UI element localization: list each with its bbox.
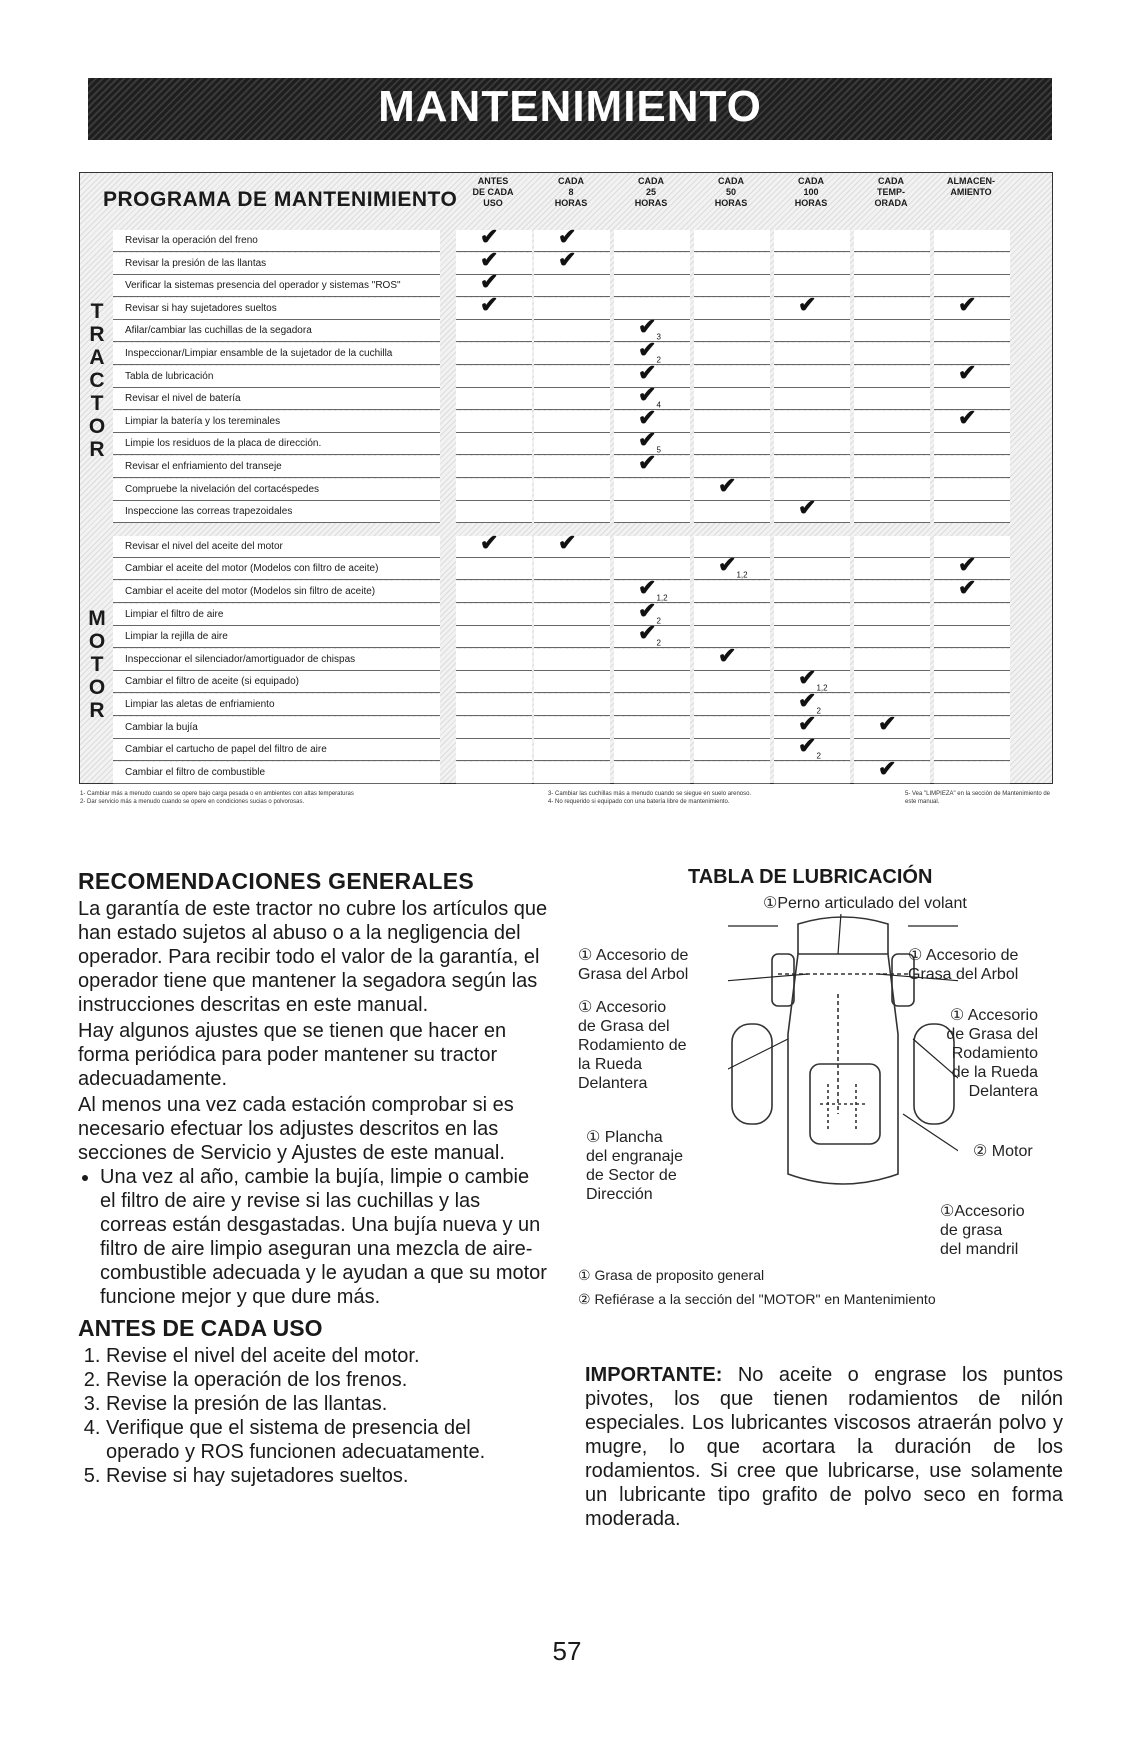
- check-note: 2: [656, 638, 661, 648]
- schedule-row: [113, 291, 1013, 320]
- schedule-cell: [456, 739, 532, 761]
- label-mandril: ①Accesorio de grasa del mandril: [940, 1203, 1025, 1258]
- general-heading: RECOMENDACIONES GENERALES: [78, 868, 474, 894]
- schedule-cell: [534, 762, 610, 784]
- check-note: 2: [816, 706, 821, 716]
- check-mark: $✔_{1,2}$: [638, 575, 668, 603]
- schedule-cell: [774, 536, 850, 558]
- schedule-cell: [534, 320, 610, 342]
- schedule-cell: [774, 762, 850, 784]
- label-rueda-right: ① Accesorio de Grasa del Rodamiento de la Rueda Delantera: [946, 1007, 1038, 1100]
- general-bullets: [78, 1165, 548, 1309]
- check-mark: ✔: [958, 291, 977, 317]
- leader-line: [728, 974, 808, 984]
- check-mark: ✔: [718, 642, 737, 668]
- schedule-cell: [534, 366, 610, 388]
- schedule-footnote: 5- Vea "LIMPIEZA" en la sección de Mantenimiento de este manual.: [905, 791, 1051, 805]
- schedule-cell: [456, 343, 532, 365]
- important-label: IMPORTANTE:: [585, 1364, 723, 1386]
- schedule-cell: [614, 253, 690, 275]
- schedule-cell: [774, 291, 850, 320]
- schedule-cell: [694, 411, 770, 433]
- legend-item: ② Refiérase a la sección del "MOTOR" en Mantenimiento: [578, 1291, 936, 1307]
- schedule-cell: [614, 694, 690, 716]
- schedule-cell: [694, 552, 770, 580]
- check-note: 1,2: [736, 570, 748, 580]
- group-vertical-label: [87, 607, 107, 722]
- schedule-row: [113, 710, 1013, 739]
- check-mark: ✔: [958, 404, 977, 430]
- schedule-cell: [774, 411, 850, 433]
- group-letter: O: [88, 415, 106, 439]
- schedule-cell: [534, 649, 610, 671]
- schedule-cell: [614, 739, 690, 761]
- schedule-cell: [614, 230, 690, 252]
- schedule-cell: [774, 320, 850, 342]
- schedule-cell: [854, 671, 930, 693]
- task-label: Cambiar el filtro de aceite (si equipado): [113, 671, 440, 693]
- check-mark: ✔: [958, 359, 977, 385]
- check-mark: $✔_2$: [638, 620, 661, 648]
- schedule-cell: [934, 404, 1010, 433]
- leader-line: [838, 914, 843, 954]
- schedule-cell: [774, 366, 850, 388]
- schedule-cell: [534, 694, 610, 716]
- schedule-cell: [534, 479, 610, 501]
- schedule-cell: [614, 649, 690, 671]
- label-arbol-left: ① Accesorio de Grasa del Arbol: [578, 947, 689, 983]
- check-mark: $✔_2$: [638, 337, 661, 365]
- schedule-cell: [534, 626, 610, 648]
- column-header: CADA TEMP- ORADA: [874, 176, 908, 208]
- group-letter: R: [89, 438, 105, 462]
- check-mark: $✔_{1,2}$: [718, 552, 748, 580]
- schedule-footnote: 1- Cambiar más a menudo cuando se opere bajo carga pesada o en ambientes con altas temperaturas 2- Dar servicio más a menudo cuando se opere en condiciones sucias o polvorosas.: [80, 791, 354, 805]
- schedule-cell: [854, 366, 930, 388]
- schedule-row: [113, 269, 1013, 297]
- schedule-cell: [456, 456, 532, 478]
- schedule-cell: [934, 291, 1010, 320]
- task-label: Revisar la operación del freno: [113, 230, 440, 252]
- schedule-cell: [774, 343, 850, 365]
- general-paragraph: La garantía de este tractor no cubre los artículos que han estado sujetos al abuso o a la negligencia del operador. Para recibir todo el valor de la garantía, el operador tiene que mantener la segadora según las instrucciones descritas en este manual.: [78, 898, 548, 1016]
- check-mark: $✔_5$: [638, 427, 661, 455]
- task-label: Cambiar el aceite del motor (Modelos sin filtro de aceite): [113, 581, 440, 603]
- schedule-cell: [934, 694, 1010, 716]
- check-mark: ✔: [480, 291, 499, 317]
- schedule-cell: [934, 762, 1010, 784]
- group-letter: R: [89, 698, 105, 722]
- schedule-cell: [456, 694, 532, 716]
- left-axle-fitting: [772, 954, 794, 1006]
- title-banner: [88, 78, 1052, 140]
- schedule-row: [113, 359, 1013, 388]
- schedule-cell: [694, 230, 770, 252]
- group-letter: T: [90, 652, 104, 676]
- schedule-cell: [534, 604, 610, 626]
- schedule-cell: [854, 626, 930, 648]
- schedule-cell: [934, 359, 1010, 388]
- schedule-cell: [534, 501, 610, 523]
- schedule-cell: [534, 433, 610, 455]
- schedule-row: [113, 495, 1013, 523]
- schedule-cell: [854, 275, 930, 297]
- label-arbol-right: ① Accesorio de Grasa del Arbol: [908, 947, 1019, 983]
- schedule-cell: [854, 343, 930, 365]
- schedule-cell: [694, 581, 770, 603]
- schedule-cell: [534, 298, 610, 320]
- task-label: Cambiar el filtro de combustible: [113, 762, 440, 784]
- schedule-cell: [456, 388, 532, 410]
- schedule-cell: [614, 501, 690, 523]
- schedule-cell: [456, 479, 532, 501]
- maintenance-schedule: [79, 172, 1053, 784]
- column-header: CADA 8 HORAS: [554, 176, 588, 208]
- check-mark: ✔: [480, 529, 499, 555]
- group-letter: O: [88, 629, 106, 653]
- check-mark: ✔: [878, 755, 897, 781]
- schedule-cell: [854, 320, 930, 342]
- general-recommendations: [78, 868, 548, 1488]
- left-wheel: [732, 1024, 772, 1124]
- bullet-item: • Una vez al año, cambie la bujía, limpie o cambie el filtro de aire y revise si las cuchillas y las correas están desgastadas. Una bujía nueva y un filtro de aire limpio aseguran una mezcla de aire-combustible adecuada y le ayudan a que su motor funcione mejor y que dure más.: [100, 1165, 548, 1309]
- schedule-cell: [934, 253, 1010, 275]
- schedule-cell: [854, 411, 930, 433]
- schedule-cell: [694, 472, 770, 501]
- schedule-cell: [854, 604, 930, 626]
- schedule-cell: [854, 298, 930, 320]
- check-mark: ✔: [878, 710, 897, 736]
- schedule-cell: [854, 253, 930, 275]
- label-motor: ② Motor: [973, 1143, 1033, 1160]
- schedule-row: [113, 620, 1013, 648]
- schedule-cell: [614, 450, 690, 478]
- check-mark: ✔: [958, 552, 977, 578]
- schedule-cell: [614, 762, 690, 784]
- label-rueda-left: ① Accesorio de Grasa del Rodamiento de la Rueda Delantera: [578, 999, 687, 1092]
- schedule-row: [113, 246, 1013, 275]
- task-label: Limpiar la batería y los tereminales: [113, 411, 440, 433]
- check-mark: ✔: [480, 246, 499, 272]
- task-label: Compruebe la nivelación del cortacéspedes: [113, 479, 440, 501]
- task-label: Cambiar el aceite del motor (Modelos con filtro de aceite): [113, 558, 440, 580]
- schedule-cell: [694, 501, 770, 523]
- schedule-cell: [774, 626, 850, 648]
- leader-line: [728, 1039, 788, 1084]
- schedule-cell: [774, 733, 850, 761]
- schedule-cell: [854, 456, 930, 478]
- group-letter: M: [88, 606, 106, 630]
- antes-steps: [78, 1344, 548, 1488]
- schedule-cell: [854, 501, 930, 523]
- schedule-cell: [694, 366, 770, 388]
- schedule-cell: [614, 275, 690, 297]
- schedule-cell: [694, 694, 770, 716]
- schedule-cell: [694, 298, 770, 320]
- group-vertical-label: [87, 300, 107, 461]
- step-item: 1. Revise el nivel del aceite del motor.: [106, 1344, 548, 1368]
- banner-title: MANTENIMIENTO: [378, 82, 762, 131]
- schedule-cell: [694, 642, 770, 671]
- check-note: 2: [656, 615, 661, 625]
- step-item: 2. Revise la operación de los frenos.: [106, 1368, 548, 1392]
- schedule-cell: [934, 717, 1010, 739]
- check-mark: $✔_4$: [638, 382, 661, 410]
- schedule-cell: [774, 253, 850, 275]
- lubrication-title: TABLA DE LUBRICACIÓN: [688, 866, 933, 888]
- important-note: [585, 1363, 1063, 1531]
- schedule-cell: [456, 671, 532, 693]
- task-label: Inspeccionar/Limpiar ensamble de la sujetador de la cuchilla: [113, 343, 440, 365]
- task-label: Verificar la sistemas presencia del operador y sistemas "ROS": [113, 275, 440, 297]
- group-letter: C: [89, 369, 105, 393]
- schedule-cell: [614, 620, 690, 648]
- schedule-cell: [456, 433, 532, 455]
- schedule-cell: [614, 536, 690, 558]
- schedule-cell: [934, 626, 1010, 648]
- label-plancha: ① Plancha del engranaje de Sector de Dirección: [586, 1129, 683, 1203]
- schedule-cell: [934, 671, 1010, 693]
- check-mark: $✔_3$: [638, 314, 661, 342]
- task-label: Afilar/cambiar las cuchillas de la segadora: [113, 320, 440, 342]
- check-mark: $✔_2$: [638, 597, 661, 625]
- task-label: Revisar la presión de las llantas: [113, 253, 440, 275]
- schedule-cell: [934, 649, 1010, 671]
- schedule-cell: [456, 649, 532, 671]
- schedule-cell: [534, 558, 610, 580]
- general-paragraph: Al menos una vez cada estación comprobar si es necesario efectuar los adjustes descritos en las secciones de Servicio y Ajustes de este manual.: [78, 1094, 514, 1164]
- schedule-row: [113, 427, 1013, 455]
- check-mark: ✔: [798, 495, 817, 521]
- schedule-cell: [774, 495, 850, 523]
- check-mark: ✔: [798, 710, 817, 736]
- schedule-cell: [456, 604, 532, 626]
- check-note: 3: [656, 332, 661, 342]
- schedule-cell: [614, 671, 690, 693]
- check-note: 5: [656, 445, 661, 455]
- schedule-cell: [774, 604, 850, 626]
- schedule-cell: [934, 433, 1010, 455]
- check-mark: ✔: [638, 359, 657, 385]
- label-perno: ①Perno articulado del volant: [763, 895, 967, 912]
- check-mark: $✔_2$: [798, 688, 821, 716]
- schedule-cell: [774, 230, 850, 252]
- task-label: Revisar el nivel del aceite del motor: [113, 536, 440, 558]
- schedule-cell: [694, 762, 770, 784]
- schedule-cell: [694, 388, 770, 410]
- check-mark: ✔: [638, 450, 657, 475]
- schedule-cell: [534, 456, 610, 478]
- legend-item: ① Grasa de proposito general: [578, 1267, 765, 1283]
- schedule-cell: [854, 755, 930, 784]
- schedule-cell: [694, 343, 770, 365]
- schedule-cell: [934, 320, 1010, 342]
- schedule-cell: [456, 411, 532, 433]
- schedule-row: [113, 382, 1013, 410]
- task-label: Inspeccionar el silenciador/amortiguador de chispas: [113, 649, 440, 671]
- leader-line: [903, 1114, 958, 1164]
- check-note: 1,2: [656, 593, 668, 603]
- step-item: 3. Revise la presión de las llantas.: [106, 1392, 548, 1416]
- schedule-row: [113, 404, 1013, 433]
- schedule-cell: [934, 230, 1010, 252]
- task-label: Inspeccione las correas trapezoidales: [113, 501, 440, 523]
- schedule-cell: [694, 253, 770, 275]
- schedule-row: [113, 755, 1013, 784]
- schedule-cell: [456, 291, 532, 320]
- task-label: Limpie los residuos de la placa de dirección.: [113, 433, 440, 455]
- schedule-cell: [694, 717, 770, 739]
- schedule-row: [113, 642, 1013, 671]
- column-header: CADA 25 HORAS: [634, 176, 668, 208]
- body-outline: [788, 954, 898, 1184]
- check-mark: $✔_2$: [798, 733, 821, 761]
- task-label: Limpiar las aletas de enfriamiento: [113, 694, 440, 716]
- schedule-cell: [774, 558, 850, 580]
- check-note: 2: [816, 751, 821, 761]
- schedule-cell: [534, 411, 610, 433]
- schedule-cell: [456, 501, 532, 523]
- schedule-cell: [934, 456, 1010, 478]
- lubrication-chart: [578, 866, 1068, 1326]
- check-mark: ✔: [558, 246, 577, 272]
- important-text: No aceite o engrase los puntos pivotes, los que tienen rodamientos de nilón especiales. Los lubricantes viscosos atraerán polvo y mugre, lo que acortara la duración de los rodamientos. Si cree que lubricarse, use solamente un lubricante tipo grafito de polvo seco en forma moderada.: [585, 1364, 1063, 1530]
- check-note: 2: [656, 355, 661, 365]
- schedule-cell: [456, 320, 532, 342]
- task-label: Tabla de lubricación: [113, 366, 440, 388]
- schedule-row: [113, 529, 1013, 558]
- schedule-cell: [534, 529, 610, 558]
- schedule-cell: [456, 529, 532, 558]
- check-mark: ✔: [558, 529, 577, 555]
- task-label: Revisar si hay sujetadores sueltos: [113, 298, 440, 320]
- general-paragraph: Hay algunos ajustes que se tienen que hacer en forma periódica para poder mantener su tractor adecuadamente.: [78, 1020, 507, 1090]
- schedule-cell: [614, 717, 690, 739]
- schedule-cell: [854, 581, 930, 603]
- task-label: Revisar el enfriamiento del transeje: [113, 456, 440, 478]
- group-letter: A: [89, 346, 105, 370]
- column-header: ANTES DE CADA USO: [472, 176, 514, 208]
- task-label: Cambiar el cartucho de papel del filtro de aire: [113, 739, 440, 761]
- schedule-cell: [534, 388, 610, 410]
- schedule-cell: [694, 739, 770, 761]
- schedule-cell: [694, 604, 770, 626]
- schedule-cell: [694, 320, 770, 342]
- hood-outline: [798, 917, 888, 954]
- schedule-footnote: 3- Cambiar las cuchillas más a menudo cuando se siegue en suelo arenoso. 4- No requerido si equipado con una batería libre de mantenimiento.: [548, 791, 752, 805]
- schedule-cell: [456, 366, 532, 388]
- schedule-cell: [456, 558, 532, 580]
- schedule-cell: [534, 581, 610, 603]
- antes-heading: ANTES DE CADA USO: [78, 1315, 323, 1341]
- schedule-cell: [774, 433, 850, 455]
- schedule-cell: [774, 581, 850, 603]
- check-mark: ✔: [480, 224, 499, 249]
- schedule-cell: [854, 479, 930, 501]
- check-mark: $✔_{1,2}$: [798, 665, 828, 693]
- schedule-title: PROGRAMA DE MANTENIMIENTO: [103, 188, 458, 211]
- schedule-cell: [456, 626, 532, 648]
- schedule-row: [113, 337, 1013, 365]
- group-letter: R: [89, 323, 105, 347]
- schedule-cell: [534, 739, 610, 761]
- check-mark: ✔: [718, 472, 737, 498]
- step-item: 5. Revise si hay sujetadores sueltos.: [106, 1464, 548, 1488]
- schedule-cell: [854, 536, 930, 558]
- column-header: CADA 100 HORAS: [794, 176, 828, 208]
- group-letter: T: [90, 392, 104, 416]
- column-header: ALMACEN- AMIENTO: [947, 176, 995, 197]
- group-letter: O: [88, 675, 106, 699]
- check-mark: ✔: [798, 291, 817, 317]
- check-mark: ✔: [638, 404, 657, 430]
- schedule-cell: [934, 479, 1010, 501]
- schedule-cell: [934, 501, 1010, 523]
- schedule-cell: [934, 739, 1010, 761]
- column-header: CADA 50 HORAS: [714, 176, 748, 208]
- schedule-cell: [534, 717, 610, 739]
- check-mark: ✔: [558, 224, 577, 249]
- schedule-cell: [774, 456, 850, 478]
- schedule-cell: [694, 275, 770, 297]
- check-mark: ✔: [958, 575, 977, 600]
- task-label: Cambiar la bujía: [113, 717, 440, 739]
- check-note: 4: [656, 400, 661, 410]
- schedule-row: [113, 552, 1013, 580]
- check-note: 1,2: [816, 683, 828, 693]
- schedule-cell: [934, 604, 1010, 626]
- schedule-cell: [456, 762, 532, 784]
- schedule-cell: [854, 649, 930, 671]
- sector-gear: [820, 1084, 868, 1129]
- schedule-cell: [614, 479, 690, 501]
- schedule-row: [113, 450, 1013, 478]
- schedule-cell: [854, 710, 930, 739]
- schedule-cell: [456, 717, 532, 739]
- schedule-row: [113, 472, 1013, 501]
- group-letter: T: [90, 300, 104, 324]
- schedule-cell: [854, 230, 930, 252]
- check-mark: ✔: [480, 269, 499, 295]
- schedule-cell: [534, 275, 610, 297]
- schedule-cell: [456, 581, 532, 603]
- schedule-cell: [534, 671, 610, 693]
- schedule-cell: [534, 343, 610, 365]
- page-number: 57: [552, 1636, 582, 1666]
- step-item: 4. Verifique que el sistema de presencia del operado y ROS funcionen adecuatamente.: [106, 1416, 548, 1464]
- schedule-row: [113, 575, 1013, 603]
- task-label: Limpiar la rejilla de aire: [113, 626, 440, 648]
- schedule-cell: [854, 433, 930, 455]
- schedule-cell: [694, 433, 770, 455]
- schedule-cell: [934, 575, 1010, 603]
- schedule-cell: [534, 246, 610, 275]
- schedule-cell: [854, 388, 930, 410]
- schedule-cell: [694, 671, 770, 693]
- schedule-cell: [774, 388, 850, 410]
- schedule-row: [113, 665, 1013, 693]
- task-label: Revisar el nivel de batería: [113, 388, 440, 410]
- schedule-row: [113, 314, 1013, 342]
- task-label: Limpiar el filtro de aire: [113, 604, 440, 626]
- schedule-cell: [854, 558, 930, 580]
